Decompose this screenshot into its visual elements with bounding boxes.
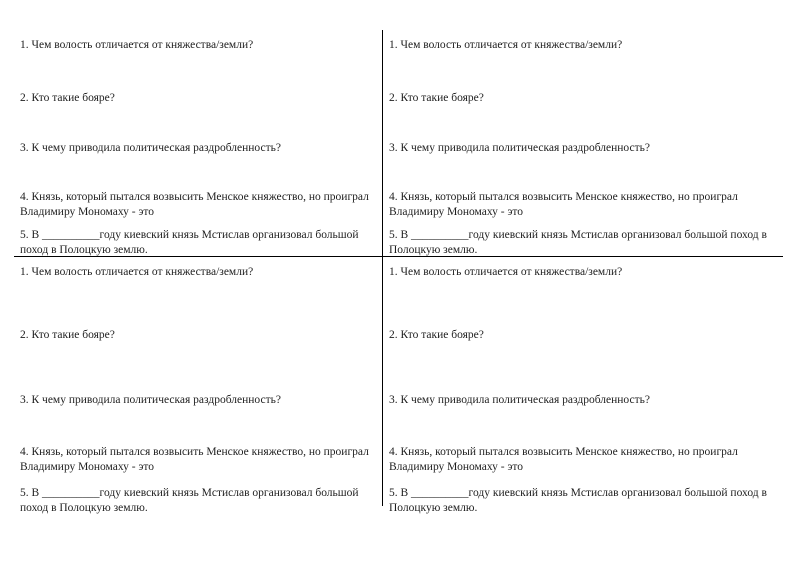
question-4: 4. Князь, который пытался возвысить Менское княжество, но проиграл Владимиру Мономаху - это [20,446,369,473]
question-3: 3. К чему приводила политическая раздробленность? [389,142,650,154]
question-5: 5. В __________году киевский князь Мстислав организовал большой поход в Полоцкую землю. [389,487,767,514]
question-4: 4. Князь, который пытался возвысить Менское княжество, но проиграл Владимиру Мономаху - это [389,446,738,473]
question-4: 4. Князь, который пытался возвысить Менское княжество, но проиграл Владимиру Мономаху - это [20,191,369,218]
question-1: 1. Чем волость отличается от княжества/земли? [389,266,623,278]
question-3: 3. К чему приводила политическая раздробленность? [20,142,281,154]
question-5: 5. В __________году киевский князь Мстислав организовал большой поход в Полоцкую землю. [389,229,767,256]
worksheet-cell-top-left [14,30,383,257]
question-5: 5. В __________году киевский князь Мстислав организовал большой поход в Полоцкую землю. [20,487,359,514]
worksheet-cell-top-right [383,30,783,257]
worksheet-grid [14,30,783,514]
question-4: 4. Князь, который пытался возвысить Менское княжество, но проиграл Владимиру Мономаху - это [389,191,738,218]
question-3: 3. К чему приводила политическая раздробленность? [20,394,281,406]
worksheet-cell-bottom-left [14,257,383,514]
question-3: 3. К чему приводила политическая раздробленность? [389,394,650,406]
question-2: 2. Кто такие бояре? [389,329,484,341]
question-2: 2. Кто такие бояре? [20,92,115,104]
worksheet-cell-bottom-right [383,257,783,514]
question-1: 1. Чем волость отличается от княжества/земли? [20,39,254,51]
question-1: 1. Чем волость отличается от княжества/земли? [389,39,623,51]
question-1: 1. Чем волость отличается от княжества/земли? [20,266,254,278]
question-2: 2. Кто такие бояре? [389,92,484,104]
question-2: 2. Кто такие бояре? [20,329,115,341]
question-5: 5. В __________году киевский князь Мстислав организовал большой поход в Полоцкую землю. [20,229,359,256]
